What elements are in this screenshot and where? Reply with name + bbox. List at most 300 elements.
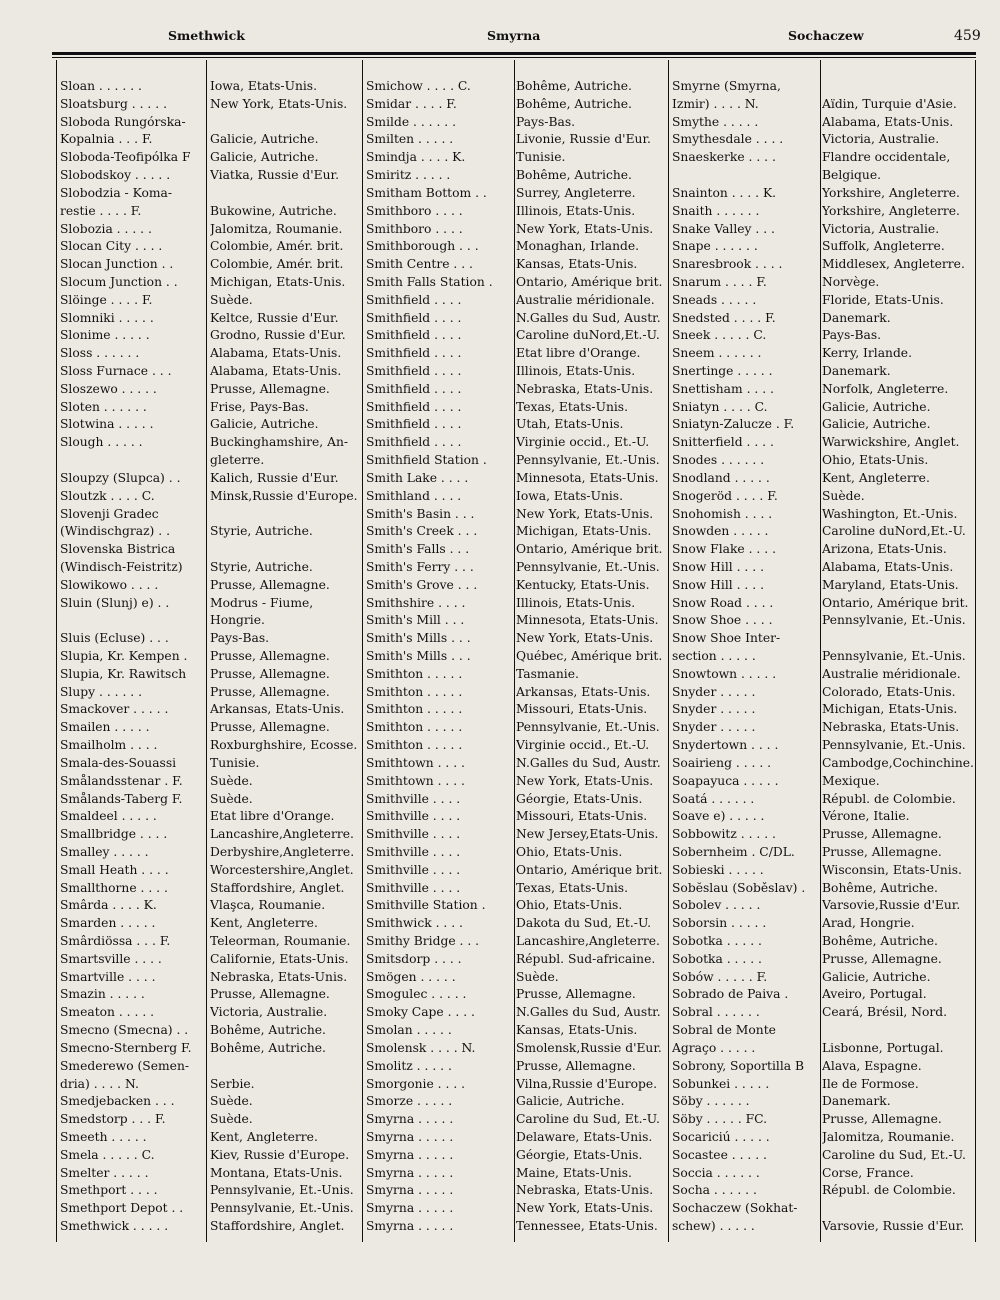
place-name: Smârda . . . . K. [60,898,157,913]
gazetteer-entry [366,630,670,648]
place-location: New York, Etats-Unis. [210,96,348,111]
place-name: Smecno-Sternberg F. [60,1040,192,1055]
gazetteer-entry [366,78,670,96]
gazetteer-entry [60,1093,360,1111]
place-name: Smithville . . . . [366,809,461,824]
place-location: Aveiro, Portugal. [822,987,927,1002]
place-name: Sluin (Slunj) e) . . [60,595,170,610]
place-name: Slobodskoy . . . . . [60,168,171,183]
place-location: Géorgie, Etats-Unis. [516,1147,643,1162]
gazetteer-entry [60,1022,360,1040]
place-location: Suède. [210,292,253,307]
place-name: Smilde . . . . . . [366,114,457,129]
place-location: New York, Etats-Unis. [516,631,654,646]
gazetteer-entry [672,666,974,684]
place-location: Modrus - Fiume, [210,595,314,610]
place-name: Smålandsstenar . F. [60,773,183,788]
gazetteer-entry [60,577,360,595]
place-location: Viatka, Russie d'Eur. [210,168,339,183]
place-name: Smith's Ferry . . . [366,559,474,574]
place-location: Worcestershire,Anglet. [210,862,354,877]
place-name: Smithfield . . . . [366,346,462,361]
place-name: Smithton . . . . . [366,720,463,735]
place-location: Prusse, Allemagne. [822,1112,942,1127]
gazetteer-entry [672,612,974,630]
gazetteer-entry [366,969,670,987]
place-location: Norvège. [822,274,880,289]
place-location: N.Galles du Sud, Austr. [516,755,661,770]
place-location: Derbyshire,Angleterre. [210,844,355,859]
place-name: Sloutzk . . . . C. [60,488,155,503]
gazetteer-entry [60,203,360,221]
gazetteer-entry [60,96,360,114]
place-name: Smith's Mills . . . [366,631,471,646]
gazetteer-entry [366,773,670,791]
place-name: Smithborough . . . [366,239,479,254]
place-location: Prusse, Allemagne. [822,844,942,859]
place-name: Sloten . . . . . . [60,399,147,414]
place-name: Smorze . . . . . [366,1094,453,1109]
place-location: Alabama, Etats-Unis. [210,364,342,378]
place-name: Sloatsburg . . . . . [60,96,167,111]
gazetteer-entry [672,96,974,114]
place-location: Buckinghamshire, An- [210,435,349,450]
place-location: Galicie, Autriche. [210,150,319,165]
place-location: Australie méridionale. [516,292,655,307]
place-name: Smithland . . . . [366,488,462,503]
place-location: Corse, France. [822,1165,914,1180]
place-location: Michigan, Etats-Unis. [822,702,958,717]
place-location: Staffordshire, Anglet. [210,880,345,895]
gazetteer-entry [366,185,670,203]
gazetteer-entry [60,719,360,737]
gazetteer-entry [60,1147,360,1165]
place-name: Sobral . . . . . . [672,1005,760,1020]
place-location: Prusse, Allemagne. [210,666,330,681]
gazetteer-entry [672,1111,974,1129]
gazetteer-entry [366,292,670,310]
place-location: Floride, Etats-Unis. [822,292,944,307]
gazetteer-entry [672,1182,974,1200]
place-name: Sochaczew (Sokhat- [672,1201,798,1216]
gazetteer-entry [60,737,360,755]
gazetteer-entry [672,844,974,862]
gazetteer-entry [366,1165,670,1183]
place-location: Vilna,Russie d'Europe. [516,1076,658,1091]
page-number: 459 [954,28,981,44]
place-location: Suède. [210,791,253,806]
place-name: Soave e) . . . . . [672,809,765,824]
place-location: Tasmanie. [516,666,579,681]
place-location: Nebraska, Etats-Unis. [516,1183,654,1198]
place-name: Smailholm . . . . [60,738,158,753]
place-name: Smartville . . . . [60,969,156,984]
gazetteer-entry [366,648,670,666]
place-location: Prusse, Allemagne. [822,951,942,966]
place-name: Smidar . . . . F. [366,96,457,111]
gazetteer-entry [60,986,360,1004]
place-location: Monaghan, Irlande. [516,239,640,254]
place-name: (Windisch-Feistritz) [60,559,183,574]
place-location: Utah, Etats-Unis. [516,417,624,432]
place-location: Nebraska, Etats-Unis. [822,720,960,735]
place-location: Victoria, Australie. [210,1005,328,1020]
place-location: Galicie, Autriche. [210,132,319,147]
place-location: Grodno, Russie d'Eur. [210,328,346,343]
gazetteer-entry [60,951,360,969]
gazetteer-entry [672,577,974,595]
place-name: Smithton . . . . . [366,738,463,753]
place-name: Smithfield . . . . [366,292,462,307]
gazetteer-entry [60,1004,360,1022]
place-name: Sobolev . . . . . [672,898,761,913]
place-name: Smichow . . . . C. [366,79,471,93]
place-name: Socastee . . . . . [672,1147,767,1162]
place-name: Smithville . . . . [366,827,461,842]
gazetteer-entry [672,915,974,933]
place-location: Pays-Bas. [210,631,270,646]
gazetteer-entry [366,1129,670,1147]
gazetteer-entry [366,1147,670,1165]
place-location: Teleorman, Roumanie. [210,934,351,948]
gazetteer-entry [60,452,360,470]
gazetteer-entry [366,203,670,221]
gazetteer-entry [366,1022,670,1040]
place-name: Slocan Junction . . [60,257,174,272]
place-name: Smith Centre . . . [366,257,473,272]
place-name: Smolensk . . . . N. [366,1040,476,1055]
place-location: Lisbonne, Portugal. [822,1040,944,1055]
place-name: Sobĕslau (Soběslav) . [672,880,806,895]
place-name: Smith Lake . . . . [366,470,469,485]
place-name: section . . . . . [672,649,756,663]
gazetteer-entry [60,915,360,933]
gazetteer-entry [60,595,360,613]
gazetteer-entry [60,559,360,577]
gazetteer-entry [672,149,974,167]
place-name: Snow Hill . . . . [672,559,764,574]
place-location: Bohême, Autriche. [516,79,632,93]
place-location: Texas, Etats-Unis. [516,399,629,414]
gazetteer-entry [60,185,360,203]
gazetteer-entry [672,1147,974,1165]
place-name: Smith's Grove . . . [366,577,478,592]
place-name: Sloupzy (Slupca) . . [60,470,181,485]
gazetteer-entry [672,1040,974,1058]
place-name: Smartsville . . . . [60,951,162,966]
gazetteer-entry [672,488,974,506]
place-name: Slotwina . . . . . [60,417,154,432]
place-location: Bohême, Autriche. [822,934,938,948]
place-location: Québec, Amérique brit. [516,649,663,663]
gazetteer-entry [366,577,670,595]
place-location: Vérone, Italie. [822,809,910,824]
place-location: Kalich, Russie d'Eur. [210,470,339,485]
gazetteer-entry [672,684,974,702]
place-location: Illinois, Etats-Unis. [516,595,636,610]
gazetteer-entry [60,78,360,96]
place-name: restie . . . . F. [60,203,142,218]
place-location: Etat libre d'Orange. [210,809,335,824]
gazetteer-entry [672,523,974,541]
gazetteer-entry [366,719,670,737]
place-name: Smithfield . . . . [366,364,462,378]
place-name: Slowikowo . . . . [60,577,159,592]
gazetteer-entry [672,185,974,203]
place-name: Soccia . . . . . . [672,1165,760,1180]
gazetteer-entry [60,1129,360,1147]
gazetteer-entry [366,327,670,345]
place-name: Smilten . . . . . [366,132,454,147]
place-location: Colorado, Etats-Unis. [822,684,956,699]
place-location: Illinois, Etats-Unis. [516,364,636,378]
place-location: Tunisie. [516,150,566,165]
place-location: Alava, Espagne. [822,1058,922,1073]
gazetteer-entry [366,131,670,149]
place-location: Ceará, Brésil, Nord. [822,1005,948,1020]
gazetteer-entry [60,1040,360,1058]
place-location: Prusse, Allemagne. [822,827,942,842]
place-name: Smithville Station . [366,898,486,913]
place-location: Prusse, Allemagne. [516,1058,636,1073]
place-name: Smeeth . . . . . [60,1129,147,1144]
place-name: Slocum Junction . . [60,274,178,289]
place-name: Snohomish . . . . [672,506,773,521]
gazetteer-entry [60,1058,360,1076]
gazetteer-entry [366,666,670,684]
gazetteer-entry [60,114,360,132]
gazetteer-entry [60,666,360,684]
place-location: Colombie, Amér. brit. [210,239,344,254]
place-location: Hongrie. [210,613,265,628]
place-name: Smythesdale . . . . [672,132,784,147]
place-location: Maine, Etats-Unis. [516,1165,632,1180]
place-name: Sobunkei . . . . . [672,1076,770,1091]
place-name: Sobotka . . . . . [672,934,762,948]
place-name: Snow Road . . . . [672,595,774,610]
place-name: Smethwick . . . . . [60,1219,169,1233]
place-name: Smedjebacken . . . [60,1094,175,1109]
place-name: Smithfield . . . . [366,435,462,450]
place-location: Roxburghshire, Ecosse. [210,738,358,753]
place-name: Smithton . . . . . [366,666,463,681]
gazetteer-entry [672,969,974,987]
gazetteer-entry [60,399,360,417]
place-name: Sobral de Monte [672,1023,776,1038]
place-location: Arkansas, Etats-Unis. [210,702,345,717]
gazetteer-entry [672,897,974,915]
place-location: Ontario, Amérique brit. [516,862,663,877]
place-name: Söby . . . . . . [672,1094,750,1109]
place-location: Jalomitza, Roumanie. [822,1129,955,1144]
place-location: Bohême, Autriche. [822,880,938,895]
gazetteer-entry [60,897,360,915]
place-location: Pennsylvanie, Et.-Unis. [822,738,966,753]
place-name: Snow Flake . . . . [672,542,776,557]
place-name: Small Heath . . . . [60,862,169,877]
header-left-term: Smethwick [168,28,245,43]
place-location: Suède. [822,488,865,503]
gazetteer-entry [60,1076,360,1094]
place-name: Snowtown . . . . . [672,666,777,681]
place-name: Smallbridge . . . . [60,827,168,842]
place-location: Républ. de Colombie. [822,791,956,806]
place-location: New York, Etats-Unis. [516,1201,654,1216]
gazetteer-entry [672,1076,974,1094]
place-location: Virginie occid., Et.-U. [516,738,650,753]
place-name: Smithshire . . . . [366,595,466,610]
place-location: Wisconsin, Etats-Unis. [822,862,962,877]
place-location: Kent, Angleterre. [210,1129,318,1144]
place-name: Sneem . . . . . . [672,346,762,361]
place-location: Belgique. [822,168,882,183]
gazetteer-entry [366,345,670,363]
place-name: Snodes . . . . . . [672,453,765,468]
gazetteer-entry [672,773,974,791]
gazetteer-entry [60,470,360,488]
place-name: Smithfield Station . [366,453,487,468]
place-location: Styrie, Autriche. [210,559,313,574]
gazetteer-entry [672,470,974,488]
place-name: Snaith . . . . . . [672,203,760,218]
place-location: Jalomitza, Roumanie. [210,221,343,236]
place-name: Smailen . . . . . [60,720,150,735]
gazetteer-entry [672,506,974,524]
place-location: Staffordshire, Anglet. [210,1219,345,1233]
place-name: Sobotka . . . . . [672,951,762,966]
place-name: Smethport . . . . [60,1183,158,1198]
place-name: Smithville . . . . [366,862,461,877]
place-name: Snape . . . . . . [672,239,758,254]
place-location: Serbie. [210,1076,255,1091]
place-location: Suède. [210,1112,253,1127]
place-name: Sniatyn . . . . C. [672,399,768,414]
gazetteer-entry [672,986,974,1004]
place-name: Smoky Cape . . . . [366,1005,475,1020]
gazetteer-entry [672,292,974,310]
place-name: Kopalnia . . . F. [60,132,153,147]
place-location: Suède. [210,1094,253,1109]
place-name: Smithboro . . . . [366,203,463,218]
gazetteer-entry [60,1200,360,1218]
place-name: Slovenji Gradec [60,506,159,521]
gazetteer-entry [672,541,974,559]
place-name: Smithton . . . . . [366,702,463,717]
place-location: Bohême, Autriche. [210,1040,326,1055]
place-name: Slupia, Kr. Kempen . [60,649,188,663]
place-location: Pennsylvanie, Et.-Unis. [210,1183,354,1198]
gazetteer-entry [672,719,974,737]
place-location: Washington, Et.-Unis. [822,506,958,521]
place-name: Snarum . . . . F. [672,274,767,289]
place-name: Snaeskerke . . . . [672,150,776,165]
gazetteer-entry [672,1058,974,1076]
place-location: N.Galles du Sud, Austr. [516,310,661,325]
gazetteer-entry [366,1093,670,1111]
place-name: Smithville . . . . [366,791,461,806]
gazetteer-entry [366,488,670,506]
gazetteer-entry [672,791,974,809]
gazetteer-entry [672,114,974,132]
place-location: Prusse, Allemagne. [210,684,330,699]
place-name: Smythe . . . . . [672,114,759,129]
place-location: Caroline duNord,Et.-U. [516,328,660,343]
place-location: New York, Etats-Unis. [516,221,654,236]
place-location: Bohême, Autriche. [210,1023,326,1038]
gazetteer-entry [366,399,670,417]
place-location: Varsovie, Russie d'Eur. [822,1219,965,1233]
gazetteer-entry [366,701,670,719]
gazetteer-entry [60,523,360,541]
place-name: Smith's Basin . . . [366,506,475,521]
place-location: Lancashire,Angleterre. [516,934,660,948]
place-name: Smithfield . . . . [366,328,462,343]
place-name: Sneads . . . . . [672,292,757,307]
place-name: Smecno (Smecna) . . [60,1023,189,1038]
place-location: New York, Etats-Unis. [516,773,654,788]
gazetteer-entry [672,78,974,96]
place-location: Caroline du Sud, Et.-U. [516,1112,660,1127]
gazetteer-entry [672,416,974,434]
place-location: Minnesota, Etats-Unis. [516,470,659,485]
place-name: Sloss Furnace . . . [60,364,172,378]
place-location: Michigan, Etats-Unis. [210,274,346,289]
place-name: Smyrna . . . . . [366,1147,454,1162]
place-location: Surrey, Angleterre. [516,185,636,200]
place-name: Smackover . . . . . [60,702,169,717]
place-location: Danemark. [822,1094,891,1109]
place-location: Missouri, Etats-Unis. [516,702,648,717]
gazetteer-entry [60,1218,360,1236]
place-location: New York, Etats-Unis. [516,506,654,521]
gazetteer-column-1 [60,78,360,1236]
place-name: Smederewo (Semen- [60,1058,190,1073]
gazetteer-entry [672,951,974,969]
gazetteer-entry [366,933,670,951]
place-name: Sluis (Ecluse) . . . [60,631,169,646]
place-name: Smorgonie . . . . [366,1076,466,1091]
gazetteer-entry [672,1004,974,1022]
place-location: Illinois, Etats-Unis. [516,203,636,218]
place-location: Yorkshire, Angleterre. [822,203,960,218]
place-name: Sobernheim . C/DL. [672,844,795,859]
place-location: Ohio, Etats-Unis. [516,844,623,859]
gazetteer-entry [672,808,974,826]
place-name: Smithfield . . . . [366,399,462,414]
gazetteer-entry [672,737,974,755]
place-location: Yorkshire, Angleterre. [822,185,960,200]
place-location: Middlesex, Angleterre. [822,257,965,272]
place-name: (Windischgraz) . . [60,524,170,539]
place-location: Suffolk, Angleterre. [822,239,945,254]
place-location: Kansas, Etats-Unis. [516,257,638,272]
gazetteer-entry [672,310,974,328]
place-name: Smela . . . . . C. [60,1147,155,1162]
place-location: Prusse, Allemagne. [210,577,330,592]
place-location: Galicie, Autriche. [822,399,931,414]
place-location: Warwickshire, Anglet. [822,435,960,450]
place-location: Bohême, Autriche. [516,168,632,183]
place-location: Missouri, Etats-Unis. [516,809,648,824]
gazetteer-entry [672,399,974,417]
place-name: Snainton . . . . K. [672,185,777,200]
gazetteer-entry [366,506,670,524]
place-location: Dakota du Sud, Et.-U. [516,916,652,931]
place-location: Kansas, Etats-Unis. [516,1023,638,1038]
gazetteer-entry [366,470,670,488]
gazetteer-entry [366,986,670,1004]
place-name: Sneek . . . . . C. [672,328,767,343]
